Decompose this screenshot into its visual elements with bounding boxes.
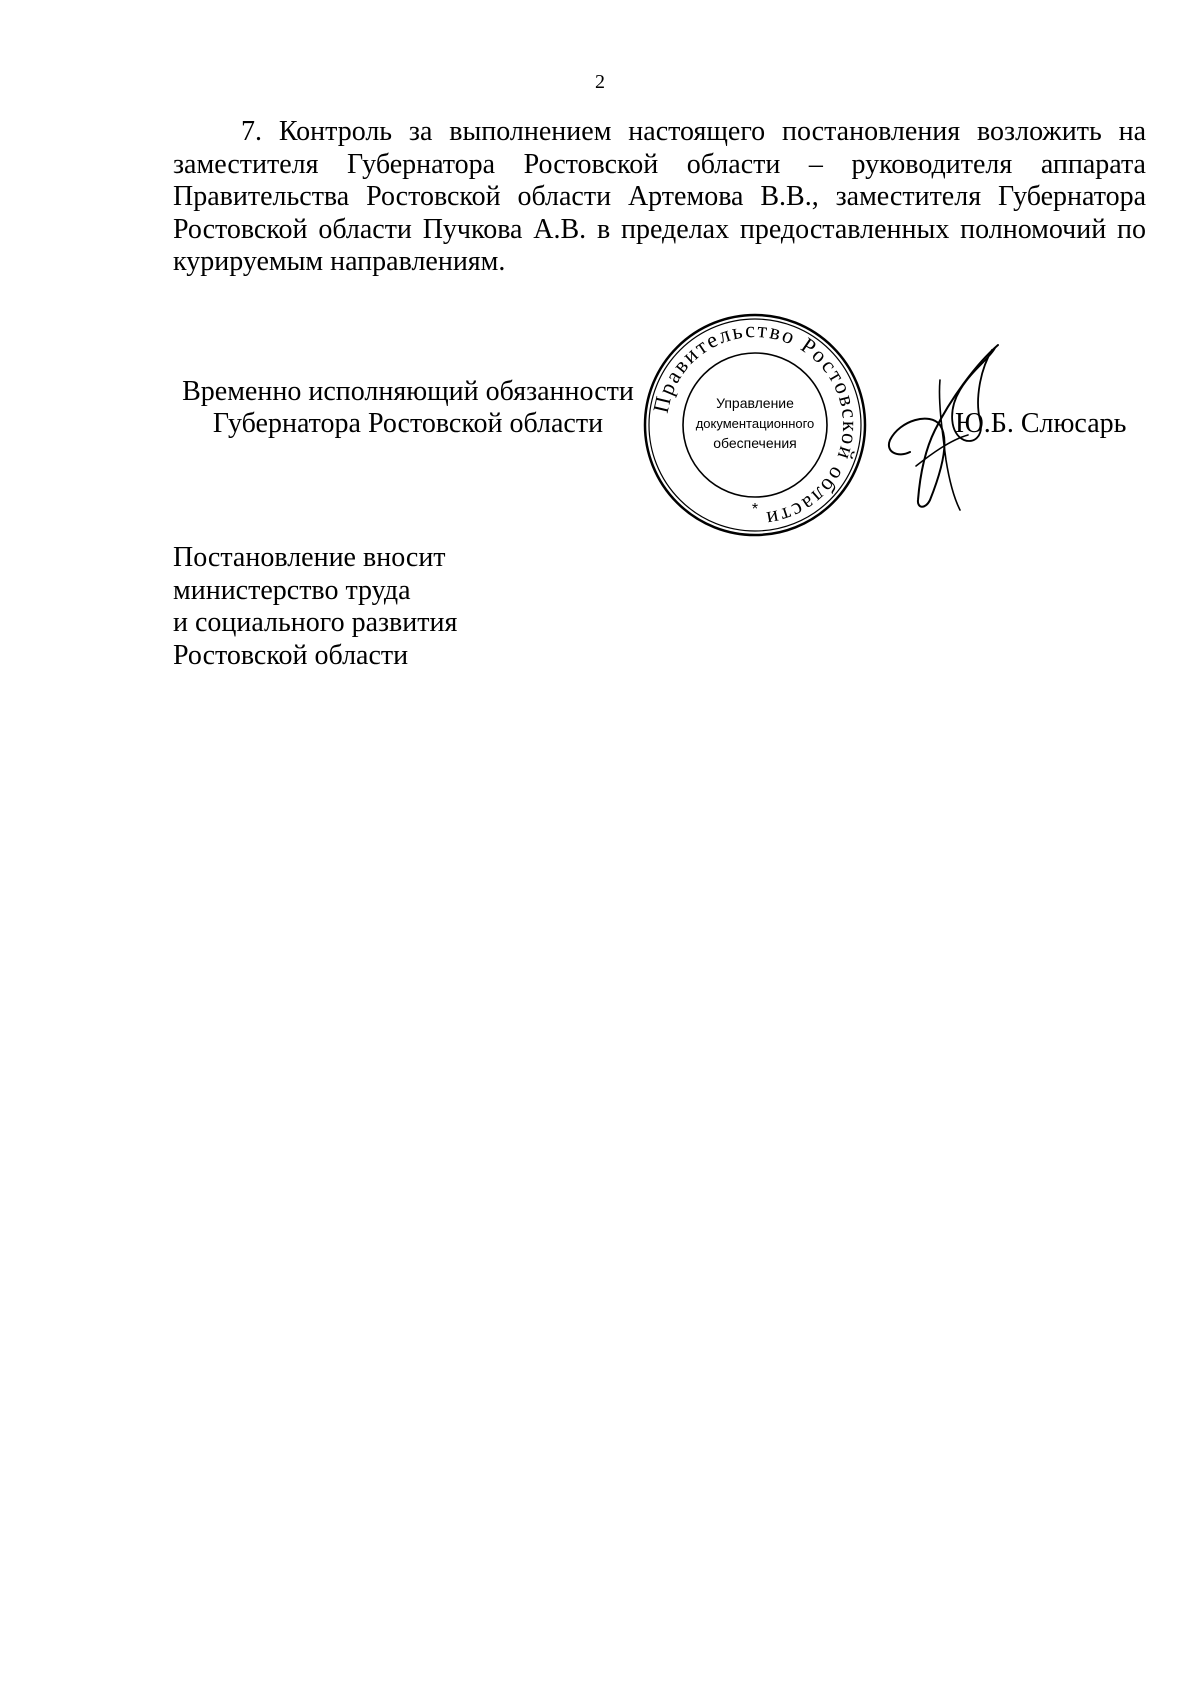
submission-note-line: министерство труда bbox=[173, 574, 411, 606]
seal-center-line: документационного bbox=[695, 416, 815, 431]
body-paragraph: 7. Контроль за выполнением настоящего постановления возложить на заместителя Губернатора Ростовской области – руководителя аппарата Правительства Ростовской области Артемова В.В., заместителя Губернатора Ростовской области Пучкова А.В. в пределах предоставленных полномочий по курируемым направлениям. bbox=[173, 116, 1146, 277]
submission-note bbox=[173, 542, 673, 672]
submission-note-line: Ростовской области bbox=[173, 639, 409, 671]
submission-note-line: и социального развития bbox=[173, 607, 458, 638]
seal-ring-text: Правительство Ростовской области bbox=[647, 316, 864, 533]
signer-name: Ю.Б. Слюсарь bbox=[955, 408, 1127, 439]
signer-title bbox=[173, 376, 643, 440]
official-seal bbox=[640, 310, 870, 540]
signer-title-line: Губернатора Ростовской области bbox=[212, 408, 604, 439]
seal-center-line: обеспечения bbox=[713, 435, 797, 451]
page-number: 2 bbox=[595, 71, 605, 93]
seal-graphic bbox=[640, 310, 870, 540]
seal-center-line: Управление bbox=[716, 395, 794, 411]
signer-title-line: Временно исполняющий обязанности bbox=[182, 376, 634, 407]
submission-note-line: Постановление вносит bbox=[173, 542, 446, 573]
seal-star: * bbox=[751, 501, 759, 518]
